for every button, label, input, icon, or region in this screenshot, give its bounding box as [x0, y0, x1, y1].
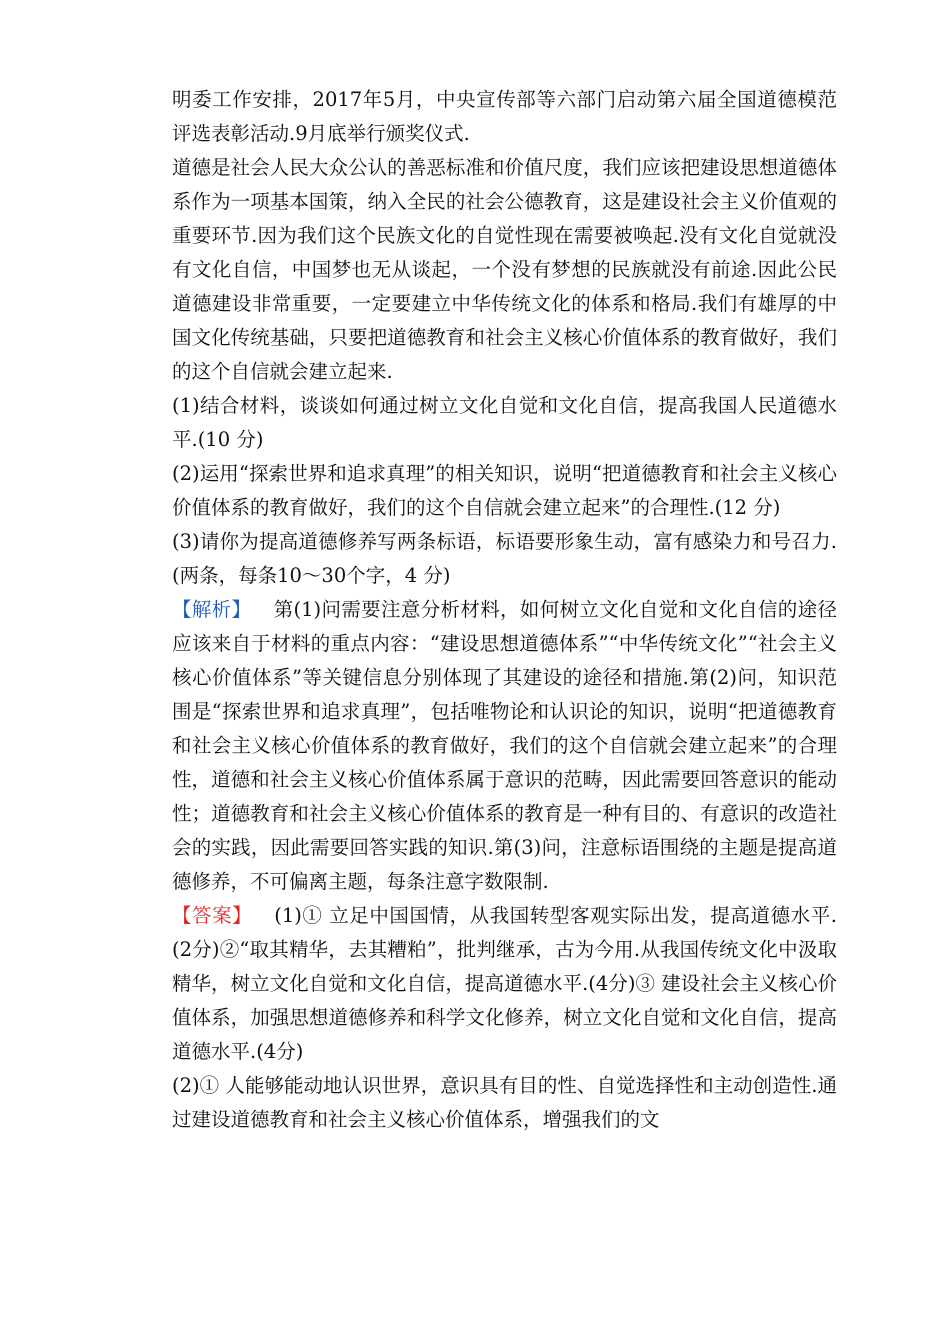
- answer-text: (1)① 立足中国国情，从我国转型客观实际出发，提高道德水平.(2分)②“取其精华，去其糟粕”，批判继承，古为今用.从我国传统文化中汲取精华，树立文化自觉和文化自信，提高道德水平.(4分)③ 建设社会主义核心价值体系，加强思想道德修养和科学文化修养，树立文化自觉和文化自信，提高道德水平.(4分): [172, 904, 837, 1063]
- document-body: [172, 83, 837, 1137]
- answer-paragraph: [172, 899, 837, 1069]
- analysis-label: 【解析】: [172, 598, 252, 621]
- question-2: (2)运用“探索世界和追求真理”的相关知识，说明“把道德教育和社会主义核心价值体系的教育做好，我们的这个自信就会建立起来”的合理性.(12 分): [172, 462, 837, 519]
- intro-paragraph: 明委工作安排，2017年5月，中央宣传部等六部门启动第六届全国道德模范评选表彰活动.9月底举行颁奖仪式.: [172, 88, 837, 145]
- question-1: (1)结合材料，谈谈如何通过树立文化自觉和文化自信，提高我国人民道德水平.(10 分): [172, 394, 837, 451]
- question-3: (3)请你为提高道德修养写两条标语，标语要形象生动，富有感染力和号召力.(两条，每条10～30个字，4 分): [172, 530, 837, 587]
- analysis-paragraph: [172, 593, 837, 899]
- answer-part-2: (2)① 人能够能动地认识世界，意识具有目的性、自觉选择性和主动创造性.通过建设道德教育和社会主义核心价值体系，增强我们的文: [172, 1074, 837, 1131]
- material-paragraph: 道德是社会人民大众公认的善恶标准和价值尺度，我们应该把建设思想道德体系作为一项基本国策，纳入全民的社会公德教育，这是建设社会主义价值观的重要环节.因为我们这个民族文化的自觉性现在需要被唤起.没有文化自觉就没有文化自信，中国梦也无从谈起，一个没有梦想的民族就没有前途.因此公民道德建设非常重要，一定要建立中华传统文化的体系和格局.我们有雄厚的中国文化传统基础，只要把道德教育和社会主义核心价值体系的教育做好，我们的这个自信就会建立起来.: [172, 156, 837, 383]
- answer-label: 【答案】: [172, 904, 253, 927]
- analysis-text: 第(1)问需要注意分析材料，如何树立文化自觉和文化自信的途径应该来自于材料的重点内容：“建设思想道德体系”“中华传统文化”“社会主义核心价值体系”等关键信息分别体现了其建设的途径和措施.第(2)问，知识范围是“探索世界和追求真理”，包括唯物论和认识论的知识，说明“把道德教育和社会主义核心价值体系的教育做好，我们的这个自信就会建立起来”的合理性，道德和社会主义核心价值体系属于意识的范畴，因此需要回答意识的能动性；道德教育和社会主义核心价值体系的教育是一种有目的、有意识的改造社会的实践，因此需要回答实践的知识.第(3)问，注意标语围绕的主题是提高道德修养，不可偏离主题，每条注意字数限制.: [172, 598, 837, 893]
